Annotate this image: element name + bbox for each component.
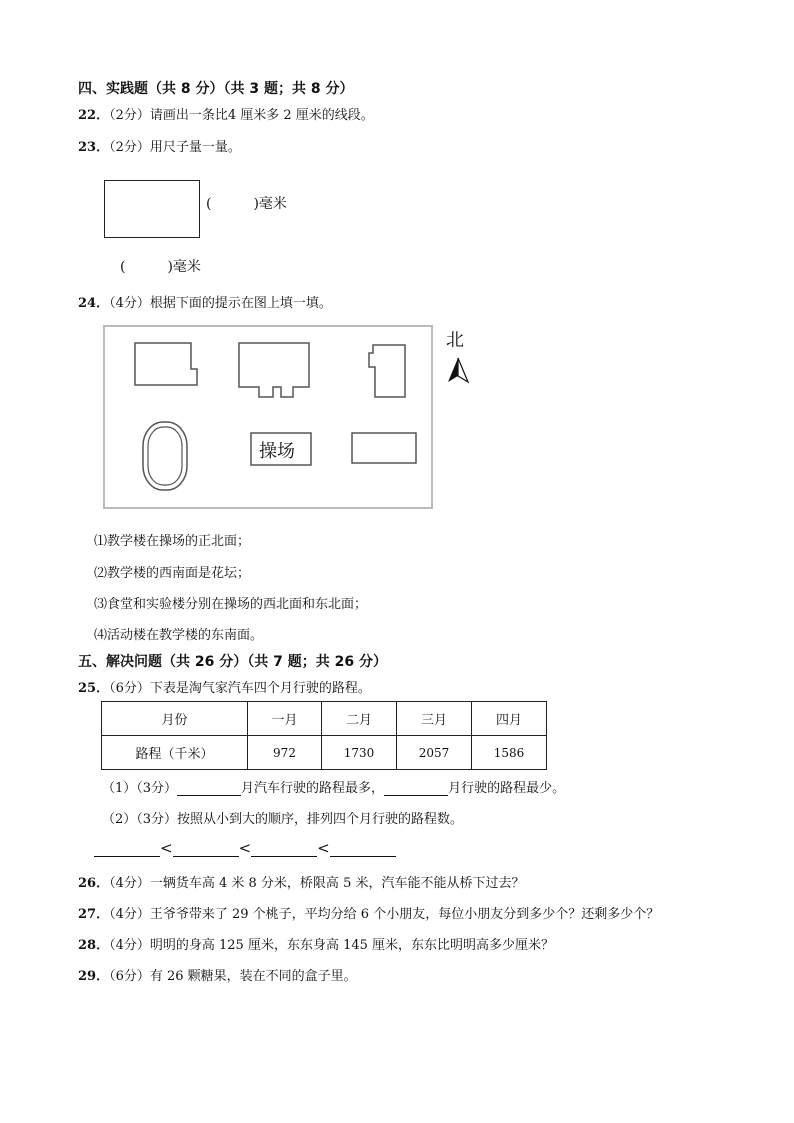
question-text: （2分）请画出一条比4 厘米多 2 厘米的线段。 bbox=[109, 108, 374, 123]
question-27 bbox=[78, 903, 659, 922]
hint-4: ⑷活动楼在教学楼的东南面。 bbox=[94, 628, 264, 643]
hint-2: ⑵教学楼的西南面是花坛； bbox=[94, 566, 251, 581]
question-number: 24． bbox=[78, 296, 110, 311]
order-blanks bbox=[94, 839, 396, 857]
question-text: （6分）有 26 颗糖果，装在不同的盒子里。 bbox=[109, 969, 357, 984]
question-26 bbox=[78, 872, 524, 891]
sub-text: 月汽车行驶的路程最多， bbox=[241, 781, 385, 796]
measure-rectangle bbox=[104, 180, 200, 238]
question-24 bbox=[78, 292, 332, 311]
mileage-table bbox=[101, 701, 547, 770]
section-4-title: 四、实践题（共 8 分）（共 3 题；共 8 分） bbox=[78, 81, 354, 97]
table-cell: 月份 bbox=[102, 702, 248, 736]
oval-track-outer bbox=[143, 422, 187, 490]
question-text: （4分）根据下面的提示在图上填一填。 bbox=[109, 296, 332, 311]
sub-label: （1）（3分） bbox=[102, 781, 178, 796]
table-cell: 二月 bbox=[322, 702, 397, 736]
question-22 bbox=[78, 104, 374, 123]
table-cell: 1730 bbox=[322, 736, 397, 770]
campus-map bbox=[103, 325, 433, 509]
building-top-middle bbox=[239, 343, 309, 397]
question-28 bbox=[78, 934, 554, 953]
question-number: 26． bbox=[78, 876, 110, 891]
question-29 bbox=[78, 965, 357, 984]
oval-track-inner bbox=[148, 427, 182, 485]
hint-1: ⑴教学楼在操场的正北面； bbox=[94, 534, 251, 549]
q25-sub-2: （2）（3分）按照从小到大的顺序，排列四个月行驶的路程数。 bbox=[102, 812, 464, 827]
question-text: （2分）用尺子量一量。 bbox=[109, 140, 241, 155]
question-text: （6分）下表是淘气家汽车四个月行驶的路程。 bbox=[109, 681, 371, 696]
question-number: 29． bbox=[78, 969, 110, 984]
table-cell: 972 bbox=[248, 736, 322, 770]
table-cell: 一月 bbox=[248, 702, 322, 736]
table-cell: 1586 bbox=[472, 736, 547, 770]
answer-blank[interactable] bbox=[173, 842, 239, 857]
map-buildings bbox=[105, 327, 431, 507]
table-row bbox=[102, 736, 547, 770]
table-cell: 四月 bbox=[472, 702, 547, 736]
question-25 bbox=[78, 677, 371, 696]
answer-blank[interactable] bbox=[94, 842, 160, 857]
q25-sub-1 bbox=[102, 777, 565, 796]
answer-blank[interactable] bbox=[177, 781, 241, 796]
table-cell: 三月 bbox=[397, 702, 472, 736]
table-cell: 路程（千米） bbox=[102, 736, 248, 770]
north-arrow-icon bbox=[446, 356, 472, 384]
question-number: 28． bbox=[78, 938, 110, 953]
less-than-sign: < bbox=[238, 839, 252, 857]
answer-height-mm: ( )毫米 bbox=[120, 259, 201, 275]
building-top-left bbox=[135, 343, 197, 385]
building-top-right bbox=[369, 345, 405, 397]
section-5-title: 五、解决问题（共 26 分）（共 7 题；共 26 分） bbox=[78, 654, 387, 670]
question-number: 27． bbox=[78, 907, 110, 922]
answer-width-mm: ( )毫米 bbox=[206, 196, 287, 212]
question-text: （4分）明明的身高 125 厘米，东东身高 145 厘米，东东比明明高多少厘米？ bbox=[109, 938, 555, 953]
answer-blank[interactable] bbox=[330, 842, 396, 857]
answer-blank[interactable] bbox=[251, 842, 317, 857]
north-label: 北 bbox=[446, 330, 464, 351]
question-23 bbox=[78, 136, 241, 155]
question-text: （4分）王爷爷带来了 29 个桃子，平均分给 6 个小朋友，每位小朋友分到多少个？还剩多少个？ bbox=[109, 907, 660, 922]
question-number: 22． bbox=[78, 108, 110, 123]
sub-text: 月行驶的路程最少。 bbox=[448, 781, 566, 796]
table-cell: 2057 bbox=[397, 736, 472, 770]
less-than-sign: < bbox=[317, 839, 330, 857]
question-text: （4分）一辆货车高 4 米 8 分米，桥限高 5 米，汽车能不能从桥下过去？ bbox=[109, 876, 525, 891]
table-header-row bbox=[102, 702, 547, 736]
less-than-sign: < bbox=[160, 839, 173, 857]
answer-blank[interactable] bbox=[384, 781, 448, 796]
question-number: 25． bbox=[78, 681, 110, 696]
question-number: 23． bbox=[78, 140, 110, 155]
playground-label: 操场 bbox=[259, 441, 295, 462]
building-bottom-right bbox=[352, 433, 416, 463]
hint-3: ⑶食堂和实验楼分别在操场的西北面和东北面； bbox=[94, 597, 368, 612]
